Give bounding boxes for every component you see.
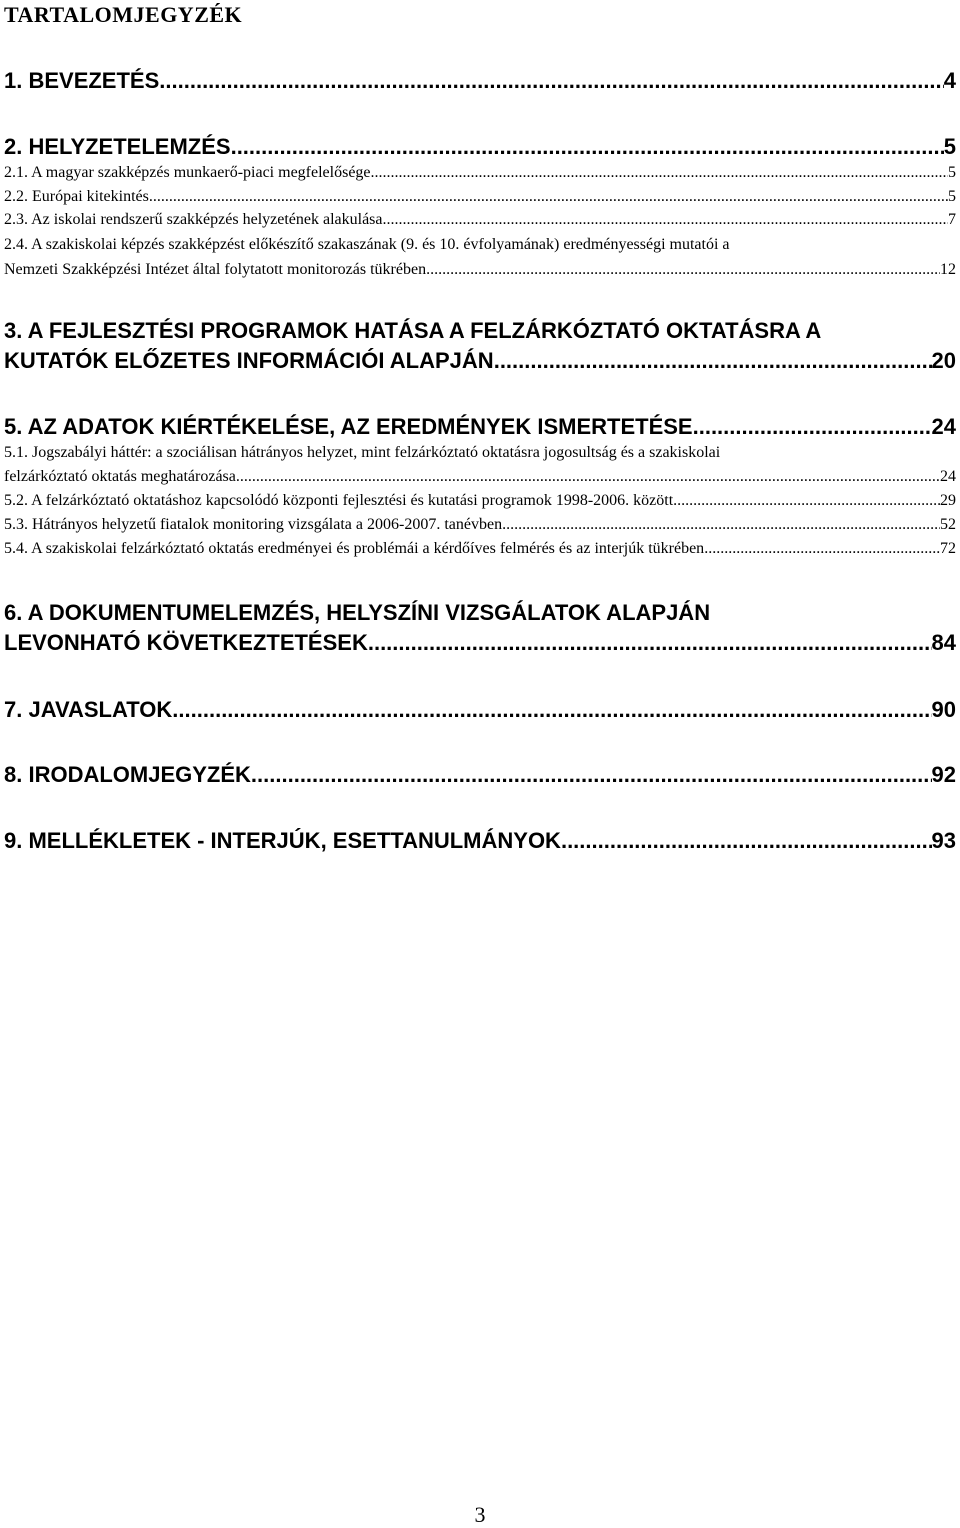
toc-entry-page: 4	[943, 68, 956, 93]
toc-entry-text: 2.1. A magyar szakképzés munkaerő-piaci megfelelősége	[4, 164, 371, 181]
toc-entry-text: 7. JAVASLATOK	[4, 697, 173, 722]
toc-entry-text-line2: KUTATÓK ELŐZETES INFORMÁCIÓI ALAPJÁN	[4, 348, 494, 373]
toc-entry-page: 90	[931, 697, 956, 722]
toc-entry-text-line1: 5.1. Jogszabályi háttér: a szociálisan hátrányos helyzet, mint felzárkóztató oktatásra jogosultság és a szakiskolai	[4, 444, 721, 461]
toc-entry-page: 24	[931, 414, 956, 439]
toc-entry-page: 7	[948, 211, 956, 228]
toc-entry-5-4[interactable]	[4, 539, 956, 559]
toc-entry-page: 5	[948, 188, 956, 205]
toc-entry-5-3[interactable]	[4, 515, 956, 535]
toc-entry-page: 5	[943, 134, 956, 159]
toc-entry-page: 29	[940, 492, 956, 509]
toc-entry-text: 5.2. A felzárkóztató oktatáshoz kapcsolódó központi fejlesztési és kutatási programok 1998-2006. között	[4, 492, 674, 509]
toc-entry-page: 52	[940, 516, 956, 533]
toc-entry-text-line2: LEVONHATÓ KÖVETKEZTETÉSEK	[4, 630, 368, 655]
toc-entry-page: 72	[940, 540, 956, 557]
toc-entry-text: 5. AZ ADATOK KIÉRTÉKELÉSE, AZ EREDMÉNYEK ISMERTETÉSE	[4, 414, 693, 439]
toc-entry-2-4[interactable]	[4, 235, 956, 280]
toc-entry-page: 20	[931, 348, 956, 373]
toc-entry-2-2[interactable]	[4, 187, 956, 207]
toc-entry-3[interactable]	[4, 316, 956, 376]
toc-entry-7[interactable]	[4, 695, 956, 725]
toc-title: TARTALOMJEGYZÉK	[4, 2, 243, 27]
toc-entry-9[interactable]	[4, 826, 956, 856]
toc-entry-2[interactable]	[4, 132, 956, 162]
page-number: 3	[474, 1502, 486, 1527]
toc-entry-page: 84	[931, 630, 956, 655]
toc-entry-page: 93	[931, 828, 956, 853]
toc-entry-page: 5	[948, 164, 956, 181]
toc-entry-page: 12	[940, 261, 956, 278]
toc-entry-2-1[interactable]	[4, 163, 956, 183]
toc-entry-1[interactable]	[4, 66, 956, 96]
toc-entry-text-line1: 3. A FEJLESZTÉSI PROGRAMOK HATÁSA A FELZÁRKÓZTATÓ OKTATÁSRA A	[4, 318, 822, 343]
toc-entry-text-line1: 6. A DOKUMENTUMELEMZÉS, HELYSZÍNI VIZSGÁLATOK ALAPJÁN	[4, 600, 711, 625]
toc-entry-text: 5.3. Hátrányos helyzetű fiatalok monitoring vizsgálata a 2006-2007. tanévben	[4, 516, 503, 533]
toc-entry-text: 2.3. Az iskolai rendszerű szakképzés helyzetének alakulása	[4, 211, 383, 228]
toc-entry-text: 1. BEVEZETÉS	[4, 68, 160, 93]
toc-entry-page: 92	[931, 762, 956, 787]
toc-entry-text-line2: Nemzeti Szakképzési Intézet által folytatott monitorozás tükrében	[4, 261, 427, 278]
toc-entry-text: 5.4. A szakiskolai felzárkóztató oktatás eredményei és problémái a kérdőíves felmérés és az interjúk tükrében	[4, 540, 705, 557]
toc-entry-page: 24	[940, 468, 956, 485]
toc-entry-5-1[interactable]	[4, 443, 956, 487]
toc-entry-text: 8. IRODALOMJEGYZÉK	[4, 762, 251, 787]
toc-entry-text: 2.2. Európai kitekintés	[4, 188, 149, 205]
toc-entry-5[interactable]	[4, 412, 956, 442]
toc-entry-text: 2. HELYZETELEMZÉS	[4, 134, 231, 159]
toc-entry-8[interactable]	[4, 760, 956, 790]
toc-entry-text-line1: 2.4. A szakiskolai képzés szakképzést előkészítő szakaszának (9. és 10. évfolyamának) eredményességi mutatói a	[4, 236, 730, 253]
toc-entry-text: 9. MELLÉKLETEK - INTERJÚK, ESETTANULMÁNYOK	[4, 828, 561, 853]
toc-entry-6[interactable]	[4, 598, 956, 658]
toc-entry-2-3[interactable]	[4, 210, 956, 230]
toc-entry-text-line2: felzárkóztató oktatás meghatározása	[4, 468, 236, 485]
toc-entry-5-2[interactable]	[4, 491, 956, 511]
